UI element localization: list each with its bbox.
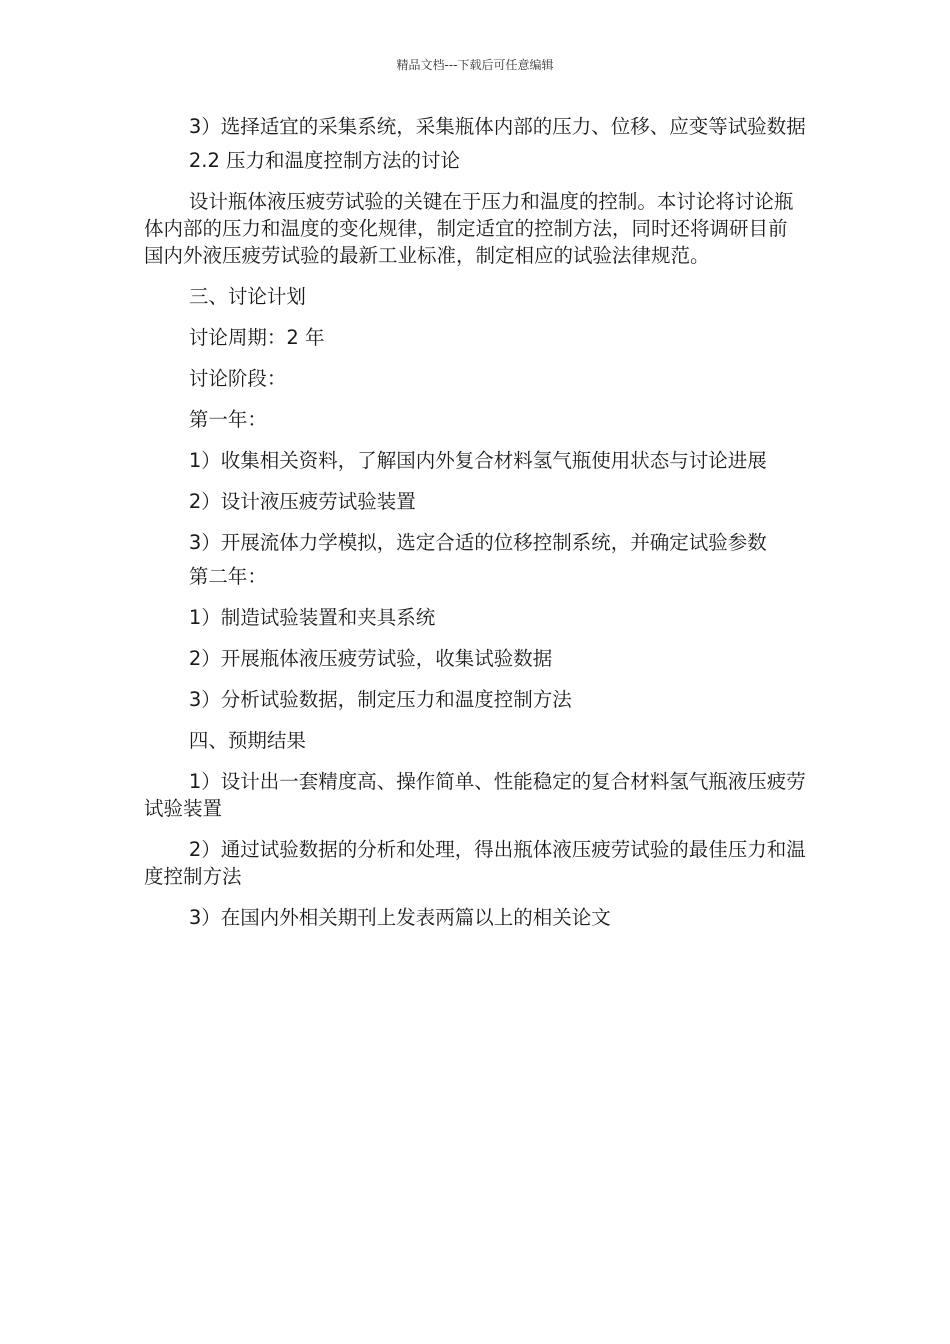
list-item-year1-1: 1）收集相关资料，了解国内外复合材料氢气瓶使用状态与讨论进展 xyxy=(188,449,767,472)
section-heading-2-2: 2.2 压力和温度控制方法的讨论 xyxy=(188,149,461,172)
paragraph-period: 讨论周期：2 年 xyxy=(188,326,325,349)
document-body xyxy=(144,113,806,931)
list-item-result-3: 3）在国内外相关期刊上发表两篇以上的相关论文 xyxy=(188,906,611,929)
paragraph-stages: 讨论阶段： xyxy=(188,367,287,390)
section-heading-plan: 三、讨论计划 xyxy=(188,285,306,308)
list-item-result-2: 2）通过试验数据的分析和处理，得出瓶体液压疲劳试验的最佳压力和温度控制方法 xyxy=(144,838,806,888)
paragraph-year-one: 第一年： xyxy=(188,408,267,431)
list-item-year1-2: 2）设计液压疲劳试验装置 xyxy=(188,490,416,513)
list-item-result-1: 1）设计出一套精度高、操作简单、性能稳定的复合材料氢气瓶液压疲劳试验装置 xyxy=(144,770,806,820)
list-item-year2-1: 1）制造试验装置和夹具系统 xyxy=(188,606,436,629)
list-item-year2-3: 3）分析试验数据，制定压力和温度控制方法 xyxy=(188,688,572,711)
paragraph-year-two: 第二年： xyxy=(188,565,267,588)
list-item-year1-3: 3）开展流体力学模拟，选定合适的位移控制系统，并确定试验参数 xyxy=(188,531,767,554)
page-header: 精品文档---下载后可任意编辑 xyxy=(396,58,554,72)
paragraph-control-method: 设计瓶体液压疲劳试验的关键在于压力和温度的控制。本讨论将讨论瓶体内部的压力和温度的变化规律，制定适宜的控制方法，同时还将调研目前国内外液压疲劳试验的最新工业标准，制定相应的试验法律规范。 xyxy=(144,190,794,267)
list-item-year2-2: 2）开展瓶体液压疲劳试验，收集试验数据 xyxy=(188,647,553,670)
section-heading-results: 四、预期结果 xyxy=(188,729,306,752)
paragraph-collect-system: 3）选择适宜的采集系统，采集瓶体内部的压力、位移、应变等试验数据 xyxy=(188,115,806,138)
